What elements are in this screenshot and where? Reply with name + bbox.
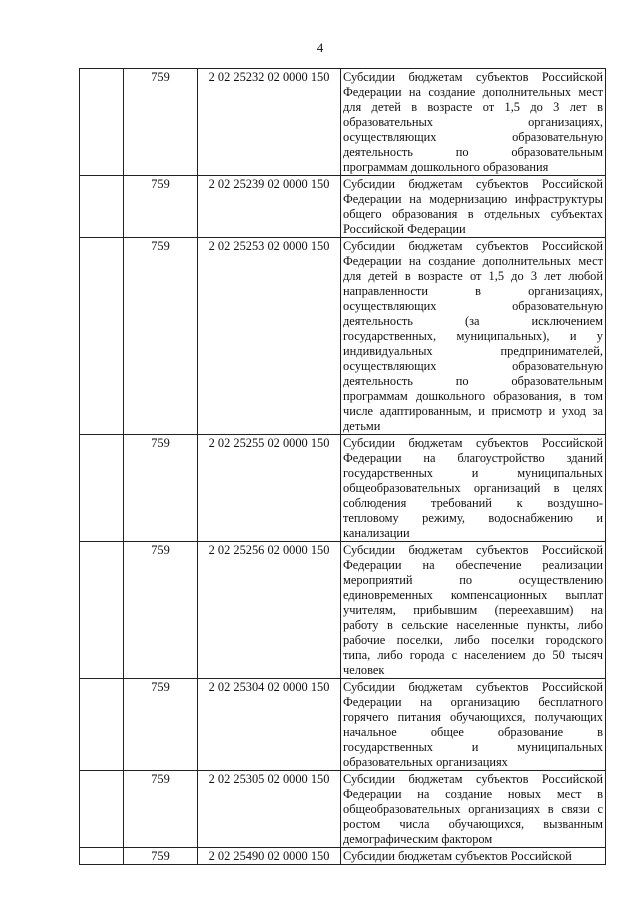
revenue-code-cell: 2 02 25255 02 0000 150 — [198, 435, 341, 542]
revenue-code-cell: 2 02 25253 02 0000 150 — [198, 238, 341, 435]
page-number: 4 — [316, 40, 324, 55]
revenue-name-line: Федерации на создание дополнительных мест — [343, 254, 603, 268]
administrator-code-cell: 759 — [124, 848, 198, 865]
revenue-name-line: образовательных организациях, — [343, 115, 603, 129]
revenue-name-line: детьми — [343, 419, 381, 433]
revenue-name-line: единовременных компенсационных выплат — [343, 588, 603, 602]
revenue-name-line: Субсидии бюджетам субъектов Российской — [343, 680, 603, 694]
revenue-name-cell — [341, 848, 606, 865]
revenue-name-line: направленности в организациях, — [343, 284, 603, 298]
table-row — [80, 679, 606, 771]
revenue-name-line: осуществляющих образовательную — [343, 359, 603, 373]
revenue-name-line: Субсидии бюджетам субъектов Российской — [343, 543, 603, 557]
revenue-name-cell — [341, 542, 606, 679]
revenue-name-line: тепловому режиму, водоснабжению и — [343, 511, 603, 525]
administrator-code-cell: 759 — [124, 542, 198, 679]
revenue-name-cell — [341, 771, 606, 848]
revenue-name-line: государственных и муниципальных — [343, 466, 603, 480]
empty-cell — [80, 69, 124, 176]
revenue-name-cell — [341, 679, 606, 771]
table-row — [80, 435, 606, 542]
revenue-name-line: Федерации на модернизацию инфраструктуры — [343, 192, 603, 206]
revenue-name-line: деятельность по образовательным — [343, 374, 603, 388]
empty-cell — [80, 176, 124, 238]
revenue-name-line: образовательных организациях — [343, 755, 508, 769]
revenue-name-line: для детей в возрасте от 1,5 до 3 лет любой — [343, 269, 603, 283]
revenue-name-line: мероприятий по осуществлению — [343, 573, 603, 587]
revenue-name-line: программам дошкольного образования — [343, 160, 549, 174]
empty-cell — [80, 542, 124, 679]
administrator-code-cell: 759 — [124, 679, 198, 771]
revenue-name-line: общеобразовательных организаций в целях — [343, 481, 603, 495]
revenue-name-line: государственных и муниципальных — [343, 740, 603, 754]
revenue-name-line: числе адаптированным, и присмотр и уход за — [343, 404, 603, 418]
revenue-name-line: Федерации на организацию бесплатного — [343, 695, 603, 709]
table-row — [80, 69, 606, 176]
table-row — [80, 176, 606, 238]
revenue-code-cell: 2 02 25232 02 0000 150 — [198, 69, 341, 176]
revenue-name-cell — [341, 176, 606, 238]
revenue-name-line: Субсидии бюджетам субъектов Российской — [343, 849, 572, 863]
revenue-name-line: демографическим фактором — [343, 832, 493, 846]
revenue-name-line: начальное общее образование в — [343, 725, 603, 739]
revenue-code-cell: 2 02 25256 02 0000 150 — [198, 542, 341, 679]
revenue-name-line: соблюдения требований к воздушно- — [343, 496, 603, 510]
administrator-code-cell: 759 — [124, 435, 198, 542]
revenue-name-line: осуществляющих образовательную — [343, 299, 603, 313]
revenue-name-line: общеобразовательных организациях в связи с — [343, 802, 603, 816]
revenue-name-line: Субсидии бюджетам субъектов Российской — [343, 772, 603, 786]
revenue-code-cell: 2 02 25304 02 0000 150 — [198, 679, 341, 771]
revenue-name-cell — [341, 69, 606, 176]
revenue-name-line: учителям, прибывшим (переехавшим) на — [343, 603, 603, 617]
revenue-name-line: Субсидии бюджетам субъектов Российской — [343, 239, 603, 253]
revenue-name-line: Федерации на создание новых мест в — [343, 787, 603, 801]
revenue-name-line: Субсидии бюджетам субъектов Российской — [343, 436, 603, 450]
administrator-code-cell: 759 — [124, 771, 198, 848]
revenue-name-line: государственных, муниципальных), и у — [343, 329, 603, 343]
revenue-name-line: типа, либо города с населением до 50 тысяч — [343, 648, 603, 662]
revenue-name-line: деятельность (за исключением — [343, 314, 603, 328]
revenue-name-line: Субсидии бюджетам субъектов Российской — [343, 70, 603, 84]
revenue-name-cell — [341, 238, 606, 435]
revenue-name-cell — [341, 435, 606, 542]
empty-cell — [80, 771, 124, 848]
revenue-code-cell: 2 02 25239 02 0000 150 — [198, 176, 341, 238]
administrator-code-cell: 759 — [124, 238, 198, 435]
table-body — [80, 69, 606, 865]
revenue-name-line: для детей в возрасте от 1,5 до 3 лет в — [343, 100, 603, 114]
revenue-name-line: деятельность по образовательным — [343, 145, 603, 159]
revenue-name-line: канализации — [343, 526, 410, 540]
revenue-name-line: работу в сельские населенные пункты, либо — [343, 618, 603, 632]
revenue-name-line: рабочие поселки, либо поселки городского — [343, 633, 603, 647]
table-row — [80, 771, 606, 848]
administrator-code-cell: 759 — [124, 176, 198, 238]
table-row — [80, 542, 606, 679]
administrator-code-cell: 759 — [124, 69, 198, 176]
revenue-name-line: Федерации на благоустройство зданий — [343, 451, 603, 465]
revenue-name-line: общего образования в отдельных субъектах — [343, 207, 603, 221]
empty-cell — [80, 679, 124, 771]
revenue-name-line: горячего питания обучающихся, получающих — [343, 710, 603, 724]
revenue-name-line: Федерации на создание дополнительных мест — [343, 85, 603, 99]
empty-cell — [80, 238, 124, 435]
revenue-name-line: осуществляющих образовательную — [343, 130, 603, 144]
revenue-name-line: человек — [343, 663, 385, 677]
empty-cell — [80, 435, 124, 542]
revenue-name-line: Российской Федерации — [343, 222, 466, 236]
revenue-code-cell: 2 02 25490 02 0000 150 — [198, 848, 341, 865]
revenue-name-line: Федерации на обеспечение реализации — [343, 558, 603, 572]
revenue-name-line: Субсидии бюджетам субъектов Российской — [343, 177, 603, 191]
revenue-name-line: индивидуальных предпринимателей, — [343, 344, 603, 358]
revenue-code-cell: 2 02 25305 02 0000 150 — [198, 771, 341, 848]
revenue-name-line: программам дошкольного образования, в том — [343, 389, 603, 403]
table-row — [80, 848, 606, 865]
revenue-name-line: ростом числа обучающихся, вызванным — [343, 817, 603, 831]
empty-cell — [80, 848, 124, 865]
revenue-classification-table — [79, 68, 606, 865]
table-row — [80, 238, 606, 435]
